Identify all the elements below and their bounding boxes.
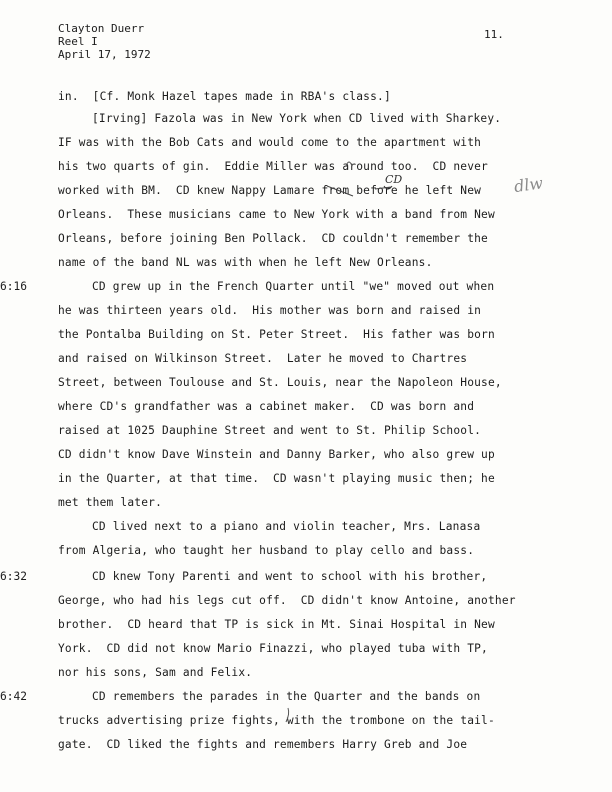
text-line: George, who had his legs cut off. CD didn't know Antoine, another <box>58 594 516 607</box>
interviewee-name: Clayton Duerr <box>58 22 145 35</box>
text-line: CD remembers the parades in the Quarter and the bands on <box>92 690 481 703</box>
timestamp: 6:32 <box>0 570 27 583</box>
text-line: Orleans, before joining Ben Pollack. CD couldn't remember the <box>58 232 488 245</box>
text-line: name of the band NL was with when he left New Orleans. <box>58 256 433 269</box>
text-line: his two quarts of gin. Eddie Miller was around too. CD never <box>58 160 488 173</box>
text-line: he was thirteen years old. His mother was born and raised in <box>58 304 482 317</box>
text-line: CD grew up in the French Quarter until "we" moved out when <box>92 280 495 293</box>
text-line: raised at 1025 Dauphine Street and went to St. Philip School. <box>58 424 482 437</box>
interview-date: April 17, 1972 <box>58 48 151 61</box>
text-line: CD didn't know Dave Winstein and Danny Barker, who also grew up <box>58 448 495 461</box>
text-line: IF was with the Bob Cats and would come to the apartment with <box>58 136 482 149</box>
timestamp: 6:16 <box>0 280 27 293</box>
text-line: in. [Cf. Monk Hazel tapes made in RBA's class.] <box>58 90 391 103</box>
reel-label: Reel I <box>58 35 98 48</box>
text-line: in the Quarter, at that time. CD wasn't playing music then; he <box>58 472 495 485</box>
text-line: nor his sons, Sam and Felix. <box>58 666 253 679</box>
text-line: from Algeria, who taught her husband to play cello and bass. <box>58 544 475 557</box>
timestamp: 6:42 <box>0 690 27 703</box>
text-line: Orleans. These musicians came to New York with a band from New <box>58 208 495 221</box>
text-line: the Pontalba Building on St. Peter Street. His father was born <box>58 328 495 341</box>
page-header <box>58 22 151 61</box>
text-line: [Irving] Fazola was in New York when CD lived with Sharkey. <box>92 112 502 125</box>
text-line: CD lived next to a piano and violin teacher, Mrs. Lanasa <box>92 520 481 533</box>
page-number: 11. <box>484 28 504 41</box>
margin-initials: dlw <box>512 173 545 197</box>
text-line: gate. CD liked the fights and remembers Harry Greb and Joe <box>58 738 468 751</box>
text-line: CD knew Tony Parenti and went to school with his brother, <box>92 570 488 583</box>
text-line: York. CD did not know Mario Finazzi, who played tuba with TP, <box>58 642 488 655</box>
text-line: brother. CD heard that TP is sick in Mt. Sinai Hospital in New <box>58 618 495 631</box>
text-line: and raised on Wilkinson Street. Later he moved to Chartres <box>58 352 468 365</box>
text-line: trucks advertising prize fights, with the trombone on the tail- <box>58 714 495 727</box>
text-line: met them later. <box>58 496 163 509</box>
text-line: where CD's grandfather was a cabinet maker. CD was born and <box>58 400 475 413</box>
text-line: worked with BM. CD knew Nappy Lamare from before he left New <box>58 184 482 197</box>
text-line: Street, between Toulouse and St. Louis, near the Napoleon House, <box>58 376 502 389</box>
handwritten-insert-text: CD <box>385 173 403 186</box>
